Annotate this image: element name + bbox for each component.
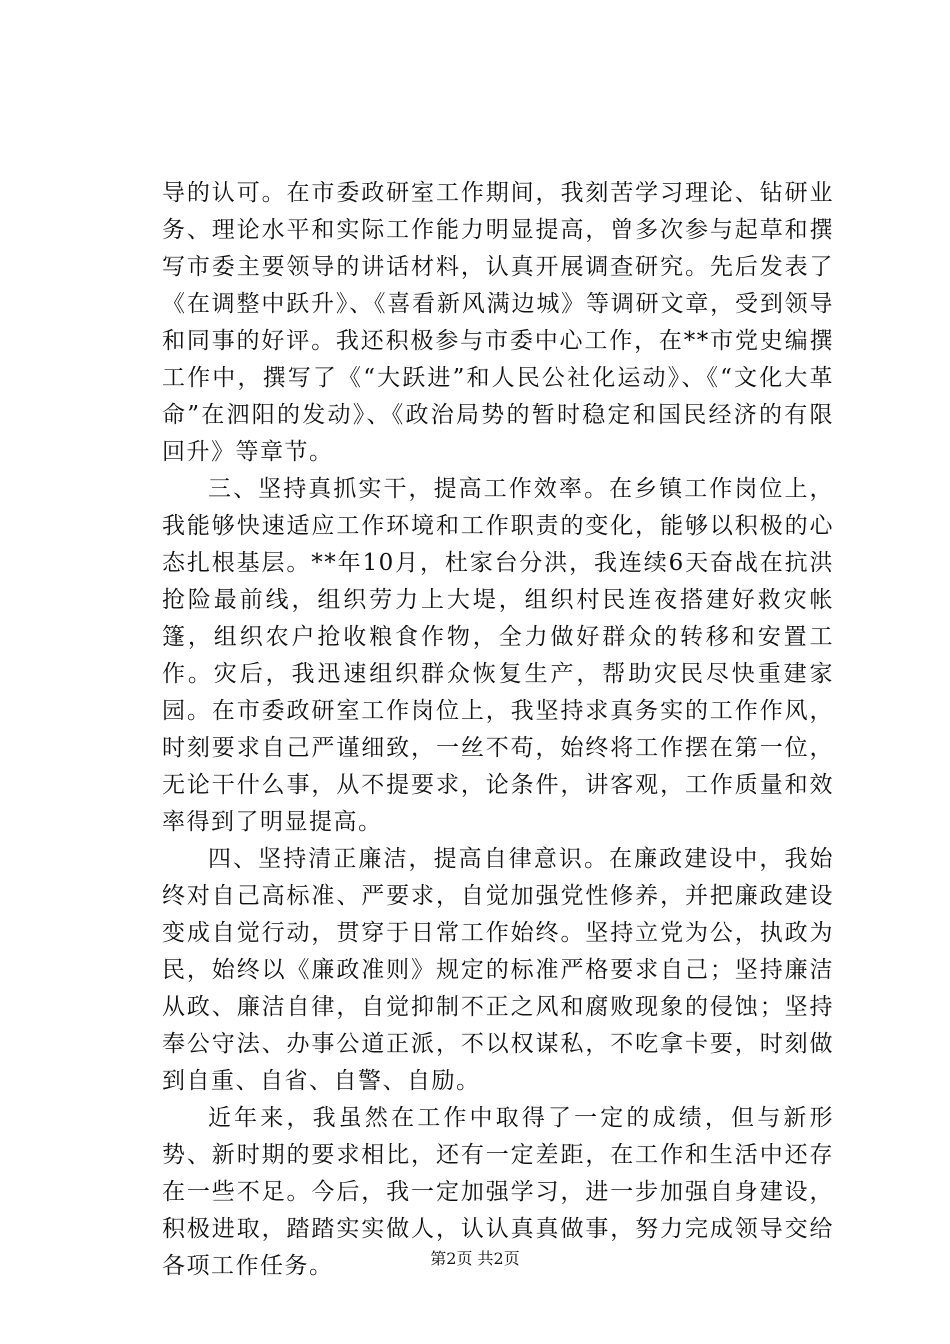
paragraph-conclusion: 近年来，我虽然在工作中取得了一定的成绩，但与新形势、新时期的要求相比，还有一定差距，在工作和生活中还存在一些不足。今后，我一定加强学习，进一步加强自身建设，积极进取，踏踏实实做人，认认真真做事，努力完成领导交给各项工作任务。 (162, 1105, 834, 1279)
page-footer: 第2页 共2页 (430, 1249, 520, 1268)
document-body (162, 175, 834, 1285)
paragraph-section-four: 四、坚持清正廉洁，提高自律意识。在廉政建设中，我始终对自己高标准、严要求，自觉加强党性修养，并把廉政建设变成自觉行动，贯穿于日常工作始终。坚持立党为公，执政为民，始终以《廉政准则》规定的标准严格要求自己；坚持廉洁从政、廉洁自律，自觉抑制不正之风和腐败现象的侵蚀；坚持奉公守法、办事公道正派，不以权谋私，不吃拿卡要，时刻做到自重、自省、自警、自励。 (162, 846, 834, 1094)
paragraph-continuation: 导的认可。在市委政研室工作期间，我刻苦学习理论、钻研业务、理论水平和实际工作能力明显提高，曾多次参与起草和撰写市委主要领导的讲话材料，认真开展调查研究。先后发表了《在调整中跃升》、《喜看新风满边城》等调研文章，受到领导和同事的好评。我还积极参与市委中心工作，在**市党史编撰工作中，撰写了《“大跃进”和人民公社化运动》、《“文化大革命”在泗阳的发动》、《政治局势的暂时稳定和国民经济的有限回升》等章节。 (162, 180, 834, 465)
paragraph-section-three: 三、坚持真抓实干，提高工作效率。在乡镇工作岗位上，我能够快速适应工作环境和工作职责的变化，能够以积极的心态扎根基层。**年10月，杜家台分洪，我连续6天奋战在抗洪抢险最前线，组织劳力上大堤，组织村民连夜搭建好救灾帐篷，组织农户抢收粮食作物，全力做好群众的转移和安置工作。灾后，我迅速组织群众恢复生产，帮助灾民尽快重建家园。在市委政研室工作岗位上，我坚持求真务实的工作作风，时刻要求自己严谨细致，一丝不苟，始终将工作摆在第一位，无论干什么事，从不提要求，论条件，讲客观，工作质量和效率得到了明显提高。 (162, 476, 834, 835)
